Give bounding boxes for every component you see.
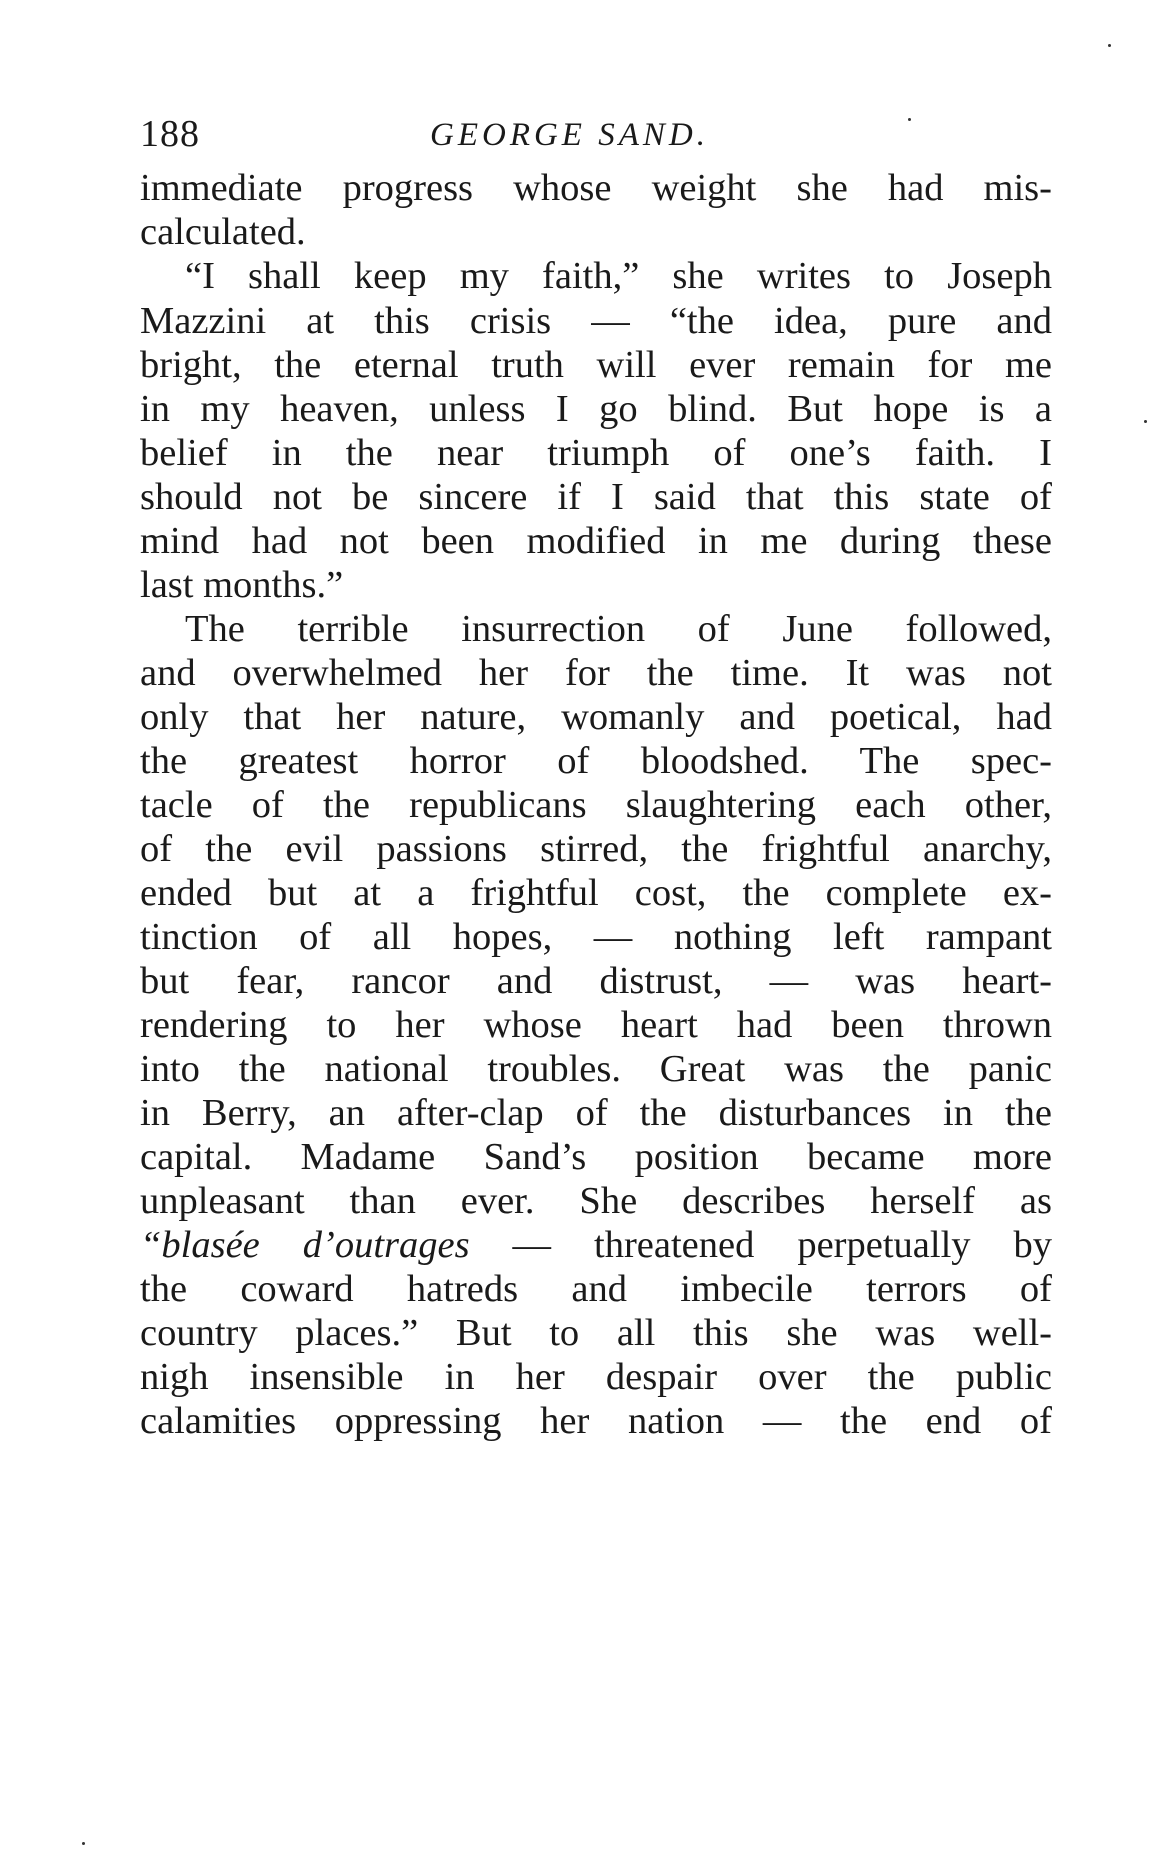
text-line: mind had not been modified in me during these [140,520,1052,562]
text-line: but fear, rancor and distrust, — was heart- [140,960,1052,1002]
text-line: last months.” [140,564,344,606]
scan-speck [908,118,911,121]
scan-speck [1144,420,1147,423]
running-head: GEORGE SAND. [430,117,709,153]
text-line: immediate progress whose weight she had mis- [140,167,1052,209]
text-line [140,1220,1052,1270]
text-line: and overwhelmed her for the time. It was not [140,652,1052,694]
text-line: calamities oppressing her nation — the end of [140,1400,1052,1442]
page-header [140,112,1050,162]
text-line: unpleasant than ever. She describes herself as [140,1180,1052,1222]
text-line: tinction of all hopes, — nothing left rampant [140,916,1052,958]
text-line: belief in the near triumph of one’s faith. I [140,432,1052,474]
scan-speck [82,1842,85,1845]
scan-speck [1108,44,1111,47]
text-line: calculated. [140,211,306,253]
text-line: nigh insensible in her despair over the public [140,1356,1052,1398]
text-line: capital. Madame Sand’s position became more [140,1136,1052,1178]
text-line: bright, the eternal truth will ever remain for me [140,344,1052,386]
text-line: “I shall keep my faith,” she writes to Joseph [185,255,1052,297]
text-line: The terrible insurrection of June followed, [185,608,1052,650]
italic-phrase: “blasée d’outrages [140,1224,470,1266]
text-line: of the evil passions stirred, the frightful anarchy, [140,828,1052,870]
text-line: only that her nature, womanly and poetical, had [140,696,1052,738]
page-number: 188 [140,113,200,155]
text-line: in Berry, an after-clap of the disturbances in the [140,1092,1052,1134]
text-line: Mazzini at this crisis — “the idea, pure and [140,300,1052,342]
text-line: tacle of the republicans slaughtering each other, [140,784,1052,826]
text-line: should not be sincere if I said that this state of [140,476,1052,518]
text-line: into the national troubles. Great was the panic [140,1048,1052,1090]
text-line: ended but at a frightful cost, the complete ex- [140,872,1052,914]
text-span: — threatened perpetually by [469,1224,1052,1266]
text-line: country places.” But to all this she was well- [140,1312,1052,1354]
text-line: rendering to her whose heart had been thrown [140,1004,1052,1046]
text-line: the greatest horror of bloodshed. The spec- [140,740,1052,782]
text-line: in my heaven, unless I go blind. But hope is a [140,388,1052,430]
text-line: the coward hatreds and imbecile terrors of [140,1268,1052,1310]
